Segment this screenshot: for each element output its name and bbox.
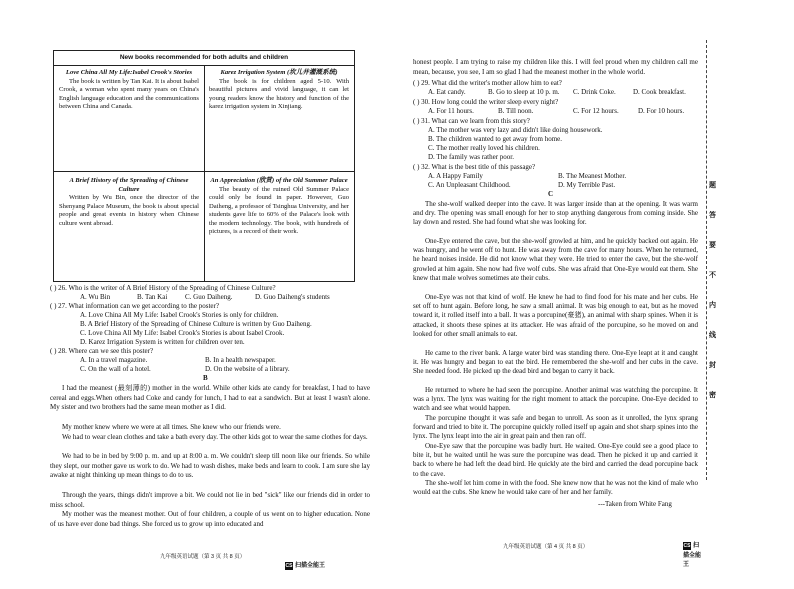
paragraph: I had the meanest (最刻薄的) mother in the world. While other kids ate candy for breakfast, I had to have cereal and eggs.When others had Coke and candy for lunch, I had to eat a sandwich. But at least I wasn't alone. My sister and two brothers had the same mean mother as I did.	[50, 384, 370, 412]
paragraph: My mother knew where we were at all times. She knew who our friends were.	[62, 423, 281, 431]
table-divider-v	[204, 65, 205, 281]
option: B. The children wanted to get away from home.	[428, 135, 562, 143]
book-desc: The beauty of the ruined Old Summer Palace could only be found in paper. However, Guo Daiheng, a professor of Tsinghua University, and her students gave life to 60% of the Palace's look with the modern technology. The book, with hundreds of pictures, is a record of their work.	[209, 185, 349, 235]
option: D. Cook breakfast.	[633, 88, 686, 96]
seal-char: 封	[709, 361, 716, 369]
option: C. Love China All My Life: Isabel Crook's Stories is about Isabel Crook.	[80, 329, 285, 337]
option: C. An Unpleasant Childhood.	[428, 181, 511, 189]
option: A. The mother was very lazy and didn't like doing housework.	[428, 126, 603, 134]
page-footer: 九年级英语试题（第 3 页 共 8 页）	[160, 554, 246, 560]
question-28: ( ) 28. Where can we see this poster?	[50, 347, 154, 355]
question-30: ( ) 30. How long could the writer sleep every night?	[413, 98, 559, 106]
option: A. Wu Bin	[80, 293, 111, 301]
option: D. On the website of a library.	[205, 365, 290, 373]
table-divider-h	[54, 171, 354, 172]
seal-char: 要	[709, 241, 716, 249]
paragraph: We had to be in bed by 9:00 p. m. and up at 8:00 a. m. We couldn't sleep till noon like our friends. So while they slept, our mother gave us work to do. We had to wash dishes, make beds and learn to cook. I am sure she lay awake at night thinking up mean things to do to us.	[50, 452, 370, 480]
option: B. Till noon.	[498, 107, 534, 115]
option: A. A Happy Family	[428, 172, 483, 180]
option: D. For 10 hours.	[638, 107, 685, 115]
section-b-label: B	[203, 374, 208, 382]
paragraph: The porcupine thought it was safe and began to unroll. As soon as it unrolled, the lynx sprang forward and tried to bite it. The porcupine quickly rolled itself up again and shot sharp spines into the lynx. The lynx leapt into the air in great pain and then ran off.	[413, 414, 698, 441]
option: B. A Brief History of the Spreading of Chinese Culture is written by Guo Daiheng.	[80, 320, 312, 328]
option: A. Eat candy.	[428, 88, 466, 96]
book-cell-2	[209, 69, 349, 112]
paragraph: My mother was the meanest mother. Out of four children, a couple of us went on to higher education. None of us have ever done bad things. She forced us to grow up into educated and	[50, 510, 370, 528]
page-footer: 九年级英语试题（第 4 页 共 8 页）	[503, 544, 589, 550]
option: C. For 12 hours.	[573, 107, 619, 115]
cs-logo-icon: CS	[285, 563, 293, 569]
book-title: An Appreciation (欣赏) of the Old Summer Palace	[210, 177, 348, 184]
seal-char: 内	[709, 301, 716, 309]
section-c-label: C	[548, 190, 554, 198]
question-27: ( ) 27. What information can we get according to the poster?	[50, 302, 219, 310]
paragraph: Through the years, things didn't improve a bit. We could not lie in bed "sick" like our friends did in order to miss school.	[50, 491, 370, 509]
seal-char: 不	[709, 271, 716, 279]
book-cell-3	[59, 177, 199, 228]
question-32: ( ) 32. What is the best title of this passage?	[413, 163, 536, 171]
option: D. Guo Daiheng's students	[255, 293, 330, 301]
option: C. The mother really loved his children.	[428, 144, 540, 152]
scanner-watermark: CS 扫描全能王	[285, 563, 326, 569]
paragraph: He returned to where he had seen the porcupine. Another animal was watching the porcupine. It was a lynx. The lynx was waiting for the right moment to attack the porcupine. One-Eye decided to watch and see what would happen.	[413, 386, 698, 413]
option: C. Guo Daiheng.	[185, 293, 233, 301]
seal-char: 题	[709, 181, 716, 189]
paragraph: honest people. I am trying to raise my children like this. I will feel proud when my children call me mean, because, you see, I am so glad I had the meanest mother in the whole world.	[413, 58, 698, 76]
option: B. Go to sleep at 10 p. m.	[488, 88, 560, 96]
paragraph: One-Eye was not that kind of wolf. He knew he had to find food for his mate and her cubs. He set off to hunt again. Before long, he saw a small animal. It was big enough to eat, but as he moved toward it, it rolled itself into a ball. It was a porcupine(豪猪), an animal with sharp spines. When it is attacked, it shoots these spines at its attacker. He was afraid of the porcupine, so he moved on and looked for other small animals to eat.	[413, 293, 698, 338]
paragraph: One-Eye saw that the porcupine was badly hurt. He waited. One-Eye could see a good place to bite it, but he waited until he was sure the porcupine was dead. Then he picked it up and carried it back to where he had left the dead bird. He quickly ate the bird and carried the dead porcupine back to the cave.	[413, 442, 698, 478]
question-31: ( ) 31. What can we learn from this story?	[413, 117, 530, 125]
source-credit: ---Taken from White Fang	[598, 500, 672, 508]
seal-char: 答	[709, 211, 716, 219]
option: B. In a health newspaper.	[205, 356, 276, 364]
table-header: New books recommended for both adults and children	[54, 51, 354, 66]
book-cell-1	[59, 69, 199, 112]
paragraph: One-Eye entered the cave, but the she-wolf growled at him, and he quickly backed out again. He was hungry, and he went off to hunt. He was away from the cave for many hours. When he returned, he heard noises inside. He did not know what they were. He tried to enter the cave, but the she-wolf growled at him again. She now had five wolf cubs. She was afraid that One-Eye would eat them. She knew that male wolves sometimes ate their cubs.	[413, 237, 698, 282]
paragraph: The she-wolf let him come in with the food. She knew now that he was not the kind of male who would eat the cubs. She knew he would take care of her and her family.	[413, 479, 698, 497]
seal-char: 线	[709, 331, 716, 339]
option: A. In a travel magazine.	[80, 356, 148, 364]
option: D. The family was rather poor.	[428, 153, 514, 161]
book-desc: The book is written by Tan Kai. It is about Isabel Crook, a woman who spent many years on China's English language education and the communications between China and Canada.	[59, 77, 199, 110]
book-desc: The book is for children aged 5-10. With beautiful pictures and vivid language, it can let young readers know the history and function of the karez irrigation system in Xinjiang.	[209, 77, 349, 110]
left-page	[45, 20, 380, 580]
paragraph: He came to the river bank. A large water bird was standing there. One-Eye leapt at it and caught it. He was hungry and began to eat the bird. He remembered the she-wolf and her cubs in the cave. She needed food. He picked up the dead bird and began to carry it back.	[413, 349, 698, 376]
book-title: Karez Irrigation System (坎儿井灌溉系统)	[220, 69, 338, 76]
book-cell-4	[209, 177, 349, 237]
option: C. Drink Coke.	[573, 88, 616, 96]
option: B. Tan Kai	[137, 293, 168, 301]
option: D. My Terrible Past.	[558, 181, 616, 189]
scanner-watermark: CS 扫描全能王	[683, 543, 702, 568]
option: C. On the wall of a hotel.	[80, 365, 151, 373]
cs-logo-icon: CS	[683, 543, 691, 549]
paragraph: The she-wolf walked deeper into the cave. It was larger inside than at the opening. It was warm and dry. The opening was small enough for her to stop anything dangerous from coming inside. She lay down and rested. She had found what she was looking for.	[413, 200, 698, 227]
right-page	[408, 20, 703, 580]
option: A. Love China All My Life: Isabel Crook's Stories is only for children.	[80, 311, 279, 319]
book-title: Love China All My Life:Isabel Crook's Stories	[65, 69, 193, 76]
paragraph: We had to wear clean clothes and take a bath every day. The other kids got to wear the same clothes for days.	[62, 433, 368, 441]
book-table	[53, 50, 355, 282]
option: A. For 11 hours.	[428, 107, 474, 115]
book-title: A Brief History of the Spreading of Chinese Culture	[69, 177, 189, 193]
option: D. Karez Irrigation System is written for children over ten.	[80, 338, 245, 346]
seal-line	[706, 40, 721, 480]
question-29: ( ) 29. What did the writer's mother allow him to eat?	[413, 79, 562, 87]
question-26: ( ) 26. Who is the writer of A Brief History of the Spreading of Chinese Culture?	[50, 284, 276, 292]
option: B. The Meanest Mother.	[558, 172, 627, 180]
book-desc: Written by Wu Bin, once the director of the Shenyang Palace Museum, the book is about special people and great events in history when Chinese culture went abroad.	[59, 194, 199, 227]
seal-char: 密	[709, 391, 716, 399]
